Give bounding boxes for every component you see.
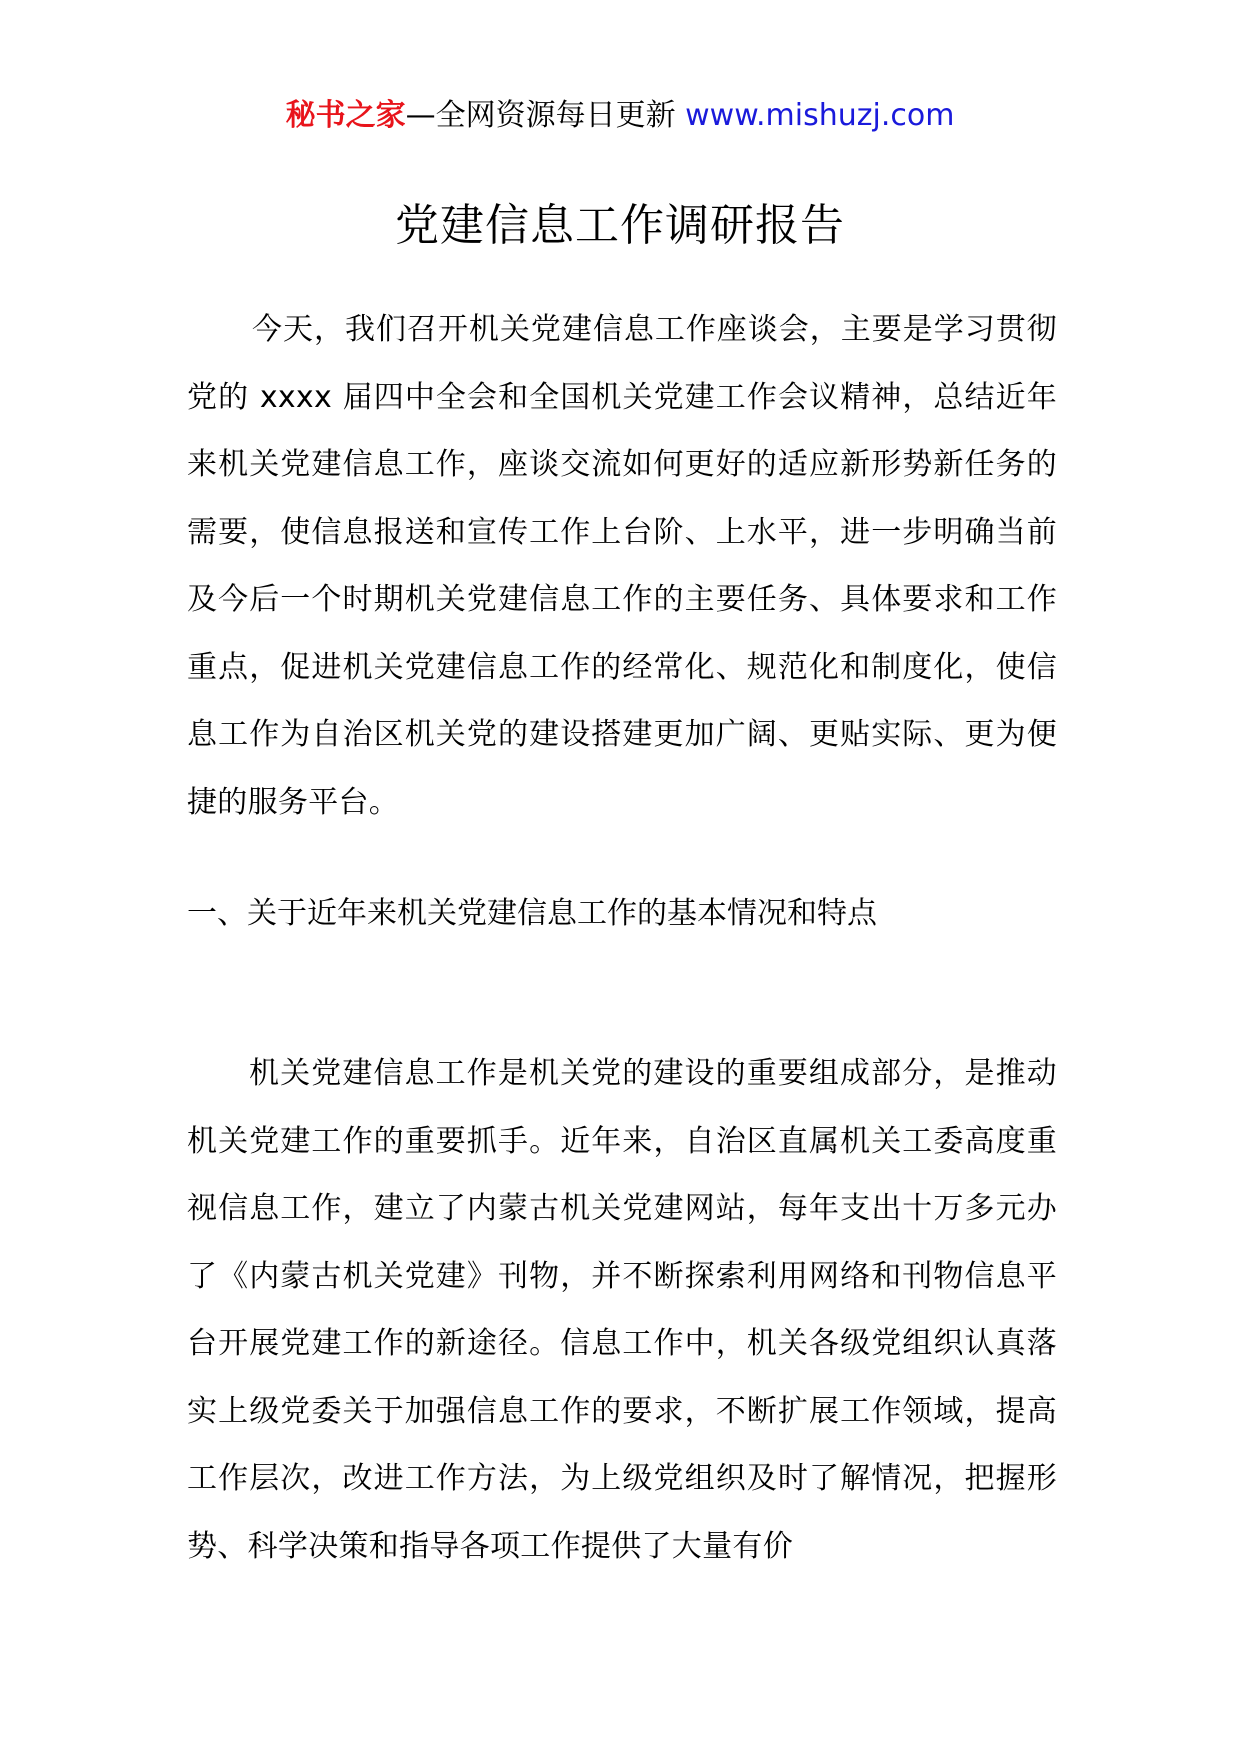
paragraph-body: 机关党建信息工作是机关党的建设的重要组成部分，是推动机关党建工作的重要抓手。近年来，自治区直属机关工委高度重视信息工作，建立了内蒙古机关党建网站，每年支出十万多元办了《内蒙古机关党建》刊物，并不断探索利用网络和刊物信息平台开展党建工作的新途径。信息工作中，机关各级党组织认真落实上级党委关于加强信息工作的要求，不断扩展工作领域，提高工作层次，改进工作方法，为上级党组织及时了解情况，把握形势、科学决策和指导各项工作提供了大量有价 [187,1056,1057,1564]
document-title: 党建信息工作调研报告 [395,200,845,251]
header-tagline: —全网资源每日更新 [405,98,686,133]
site-header [0,96,1240,136]
brand-name: 秘书之家 [285,98,406,133]
section-heading: 一、关于近年来机关党建信息工作的基本情况和特点 [187,896,877,931]
paragraph-intro: 今天，我们召开机关党建信息工作座谈会，主要是学习贯彻党的 xxxx 届四中全会和全国机关党建工作会议精神，总结近年来机关党建信息工作，座谈交流如何更好的适应新形势新任务的需要，使信息报送和宣传工作上台阶、上水平，进一步明确当前及今后一个时期机关党建信息工作的主要任务、具体要求和工作重点，促进机关党建信息工作的经常化、规范化和制度化，使信息工作为自治区机关党的建设搭建更加广阔、更贴实际、更为便捷的服务平台。 [187,312,1057,820]
site-url-link[interactable]: www.mishuzj.com [685,98,955,133]
